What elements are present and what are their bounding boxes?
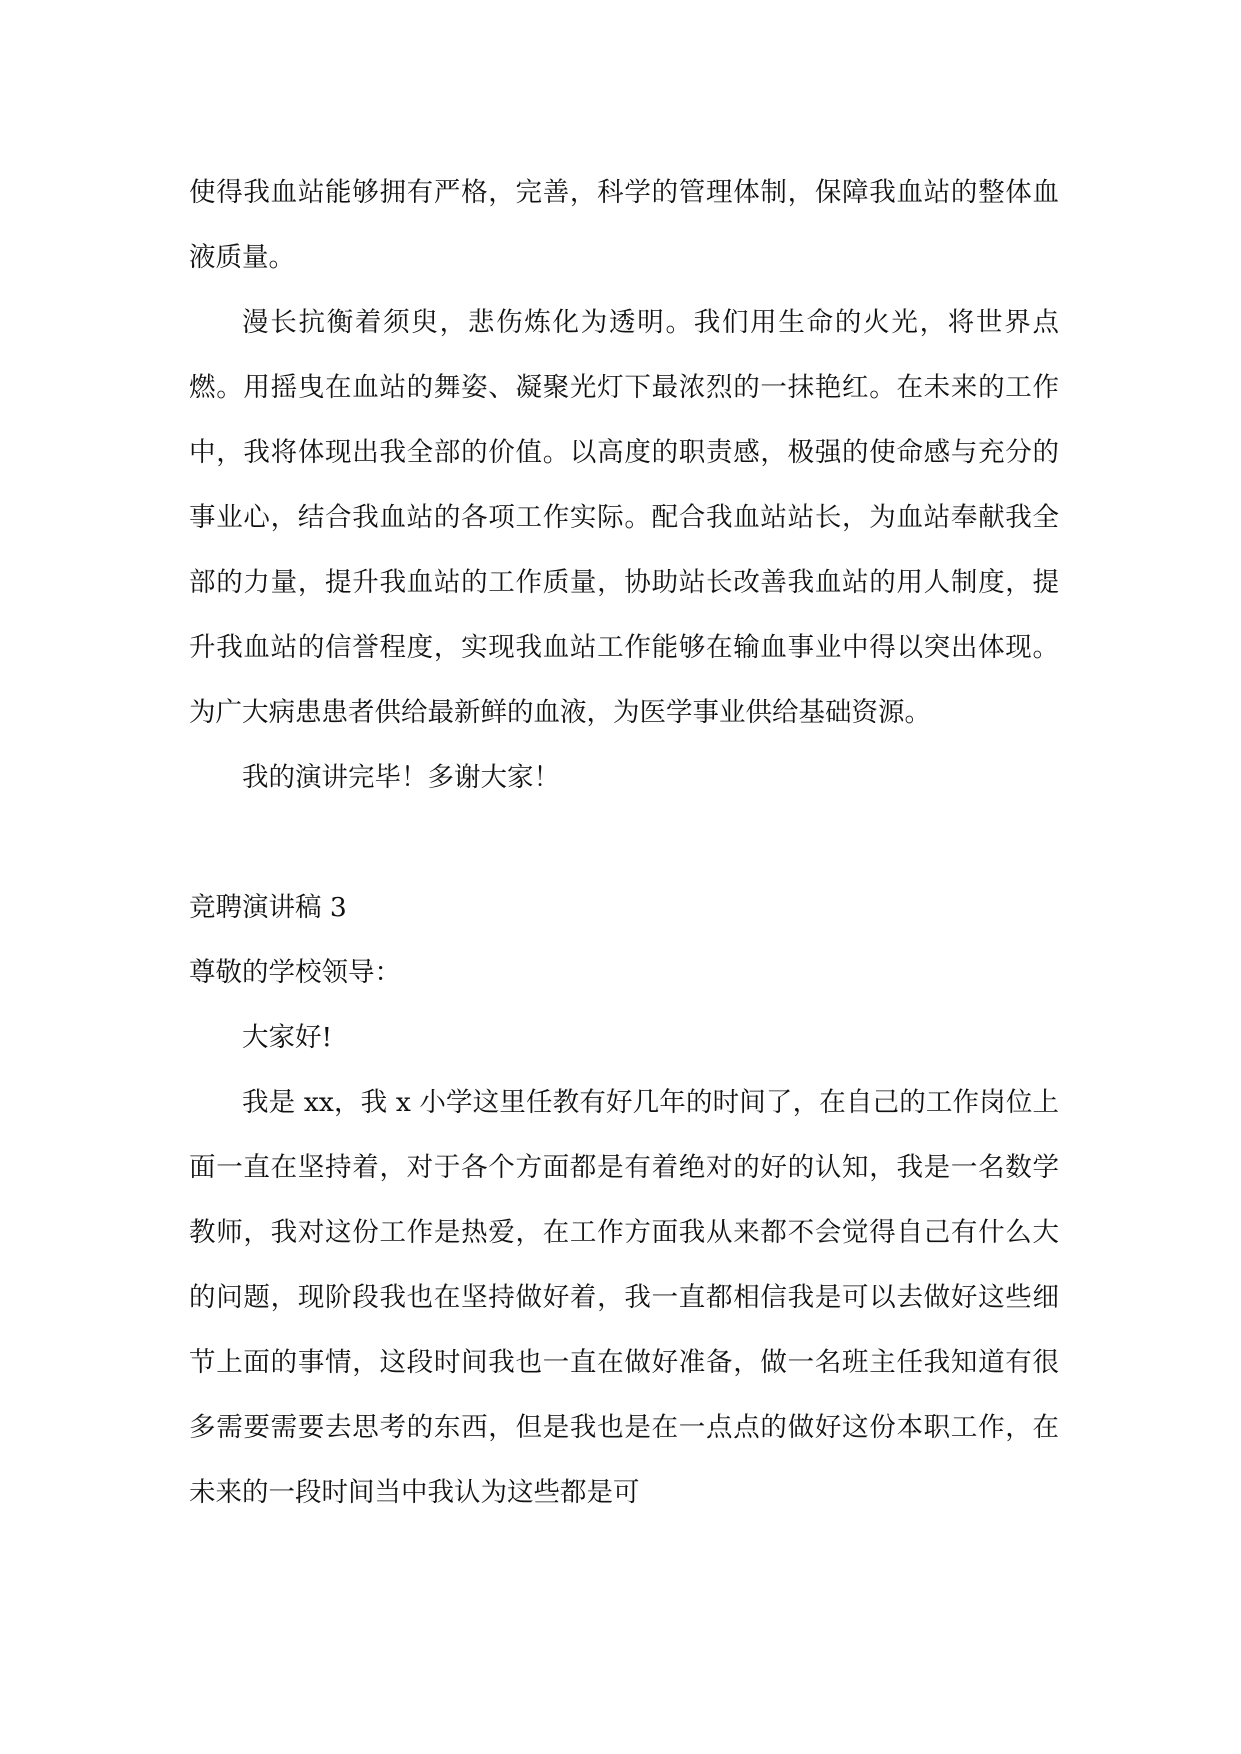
- greeting: 大家好!: [242, 1022, 333, 1053]
- paragraph-introduction: 我是 xx，我 x 小学这里任教有好几年的时间了，在自己的工作岗位上面一直在坚持着，对于各个方面都是有着绝对的好的认知，我是一名数学教师，我对这份工作是热爱，在工作方面我从来都不会觉得自己有什么大的问题，现阶段我也在坚持做好着，我一直都相信我是可以去做好这些细节上面的事情，这段时间我也一直在做好准备，做一名班主任我知道有很多需要需要去思考的东西，但是我也是在一点点的做好这份本职工作，在未来的一段时间当中我认为这些都是可: [189, 1087, 1059, 1508]
- section-spacer: [189, 810, 1059, 875]
- document-body: [189, 160, 1059, 1525]
- paragraph-closing: 我的演讲完毕！多谢大家！: [242, 762, 560, 793]
- paragraph-vision: 漫长抗衡着须臾，悲伤炼化为透明。我们用生命的火光，将世界点燃。用摇曳在血站的舞姿、凝聚光灯下最浓烈的一抹艳红。在未来的工作中，我将体现出我全部的价值。以高度的职责感，极强的使命感与充分的事业心，结合我血站的各项工作实际。配合我血站站长，为血站奉献我全部的力量，提升我血站的工作质量，协助站长改善我血站的用人制度，提升我血站的信誉程度，实现我血站工作能够在输血事业中得以突出体现。为广大病患患者供给最新鲜的血液，为医学事业供给基础资源。: [189, 307, 1059, 728]
- section-title: 竞聘演讲稿 3: [189, 892, 347, 923]
- salutation: 尊敬的学校领导：: [189, 957, 401, 988]
- paragraph-continuation: 使得我血站能够拥有严格，完善，科学的管理体制，保障我血站的整体血液质量。: [189, 177, 1059, 273]
